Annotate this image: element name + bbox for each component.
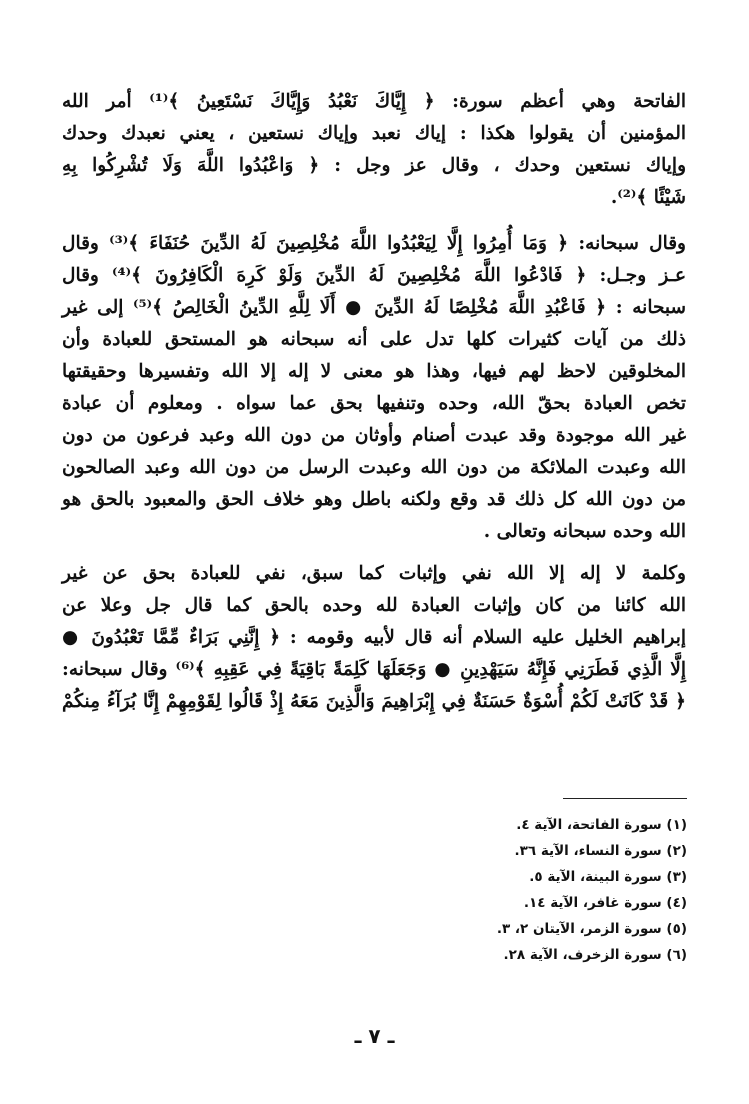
paragraph-3 xyxy=(62,558,686,718)
text-line: تخص العبادة بحقّ الله، وحده وتنفيها بحق عما سواه . ومعلوم أن عبادة xyxy=(62,393,686,414)
footnote: (٦) سورة الزخرف، الآية ٢٨. xyxy=(503,947,687,963)
text-line: من دون الله كل ذلك قد وقع ولكنه باطل وهو خلاف الحق والمعبود بالحق هو xyxy=(62,489,686,510)
footnote: (٤) سورة غافر، الآية ١٤. xyxy=(523,895,687,911)
text-line: وإياك نستعين وحدك ، وقال عز وجل : ﴿ وَاعْبُدُوا اللَّهَ وَلَا تُشْرِكُوا بِهِ xyxy=(62,155,686,176)
paragraph-2 xyxy=(62,228,686,548)
text-line: الله وحده سبحانه وتعالى . xyxy=(483,521,686,542)
text-line: المؤمنين أن يقولوا هكذا : إياك نعبد وإياك نستعين ، يعني نعبدك وحدك xyxy=(62,123,686,144)
footnote: (١) سورة الفاتحة، الآية ٤. xyxy=(516,817,687,833)
text-line: عـز وجـل: ﴿ فَادْعُوا اللَّهَ مُخْلِصِينَ لَهُ الدِّينَ وَلَوْ كَرِهَ الْكَافِرُونَ ﴾⁽⁴⁾ وقال xyxy=(62,265,686,286)
text-line: سبحانه : ﴿ فَاعْبُدِ اللَّهَ مُخْلِصًا لَهُ الدِّينَ ● أَلَا لِلَّهِ الدِّينُ الْخَالِصُ ﴾⁽⁵⁾ إلى غير xyxy=(62,297,686,318)
footnote-divider xyxy=(563,798,687,799)
text-line: وكلمة لا إله إلا الله نفي وإثبات كما سبق، نفي للعبادة بحق عن غير xyxy=(62,563,686,584)
text-line: إبراهيم الخليل عليه السلام أنه قال لأبيه وقومه : ﴿ إِنَّنِي بَرَاءٌ مِّمَّا تَعْبُدُونَ ● xyxy=(62,627,686,648)
page-body xyxy=(62,86,686,718)
text-line: ﴿ قَدْ كَانَتْ لَكُمْ أُسْوَةٌ حَسَنَةٌ فِي إِبْرَاهِيمَ وَالَّذِينَ مَعَهُ إِذْ قَالُوا لِقَوْمِهِمْ إِنَّا بُرَآءُ مِنكُمْ xyxy=(62,691,686,712)
text-line: غير الله موجودة وقد عبدت أصنام وأوثان من دون الله وعبد فرعون من دون xyxy=(62,425,686,446)
footnote: (٥) سورة الزمر، الآيتان ٢، ٣. xyxy=(496,921,687,937)
text-line: الله وعبدت الملائكة من دون الله وعبدت الرسل من دون الله وعبد الصالحون xyxy=(62,457,686,478)
footnotes xyxy=(497,812,687,968)
footnote: (٢) سورة النساء، الآية ٣٦. xyxy=(514,843,687,859)
text-line: ذلك من آيات كثيرات كلها تدل على أنه سبحانه هو المستحق للعبادة وأن xyxy=(62,329,686,350)
text-line: شَيْئًا ﴾⁽²⁾. xyxy=(610,187,686,208)
footnote: (٣) سورة البينة، الآية ٥. xyxy=(529,869,687,885)
text-line: الفاتحة وهي أعظم سورة: ﴿ إِيَّاكَ نَعْبُدُ وَإِيَّاكَ نَسْتَعِينُ ﴾⁽¹⁾ أمر الله xyxy=(62,91,686,112)
text-line: إِلَّا الَّذِي فَطَرَنِي فَإِنَّهُ سَيَهْدِينِ ● وَجَعَلَهَا كَلِمَةً بَاقِيَةً فِي عَقِبِهِ ﴾⁽⁶⁾ وقال سبحانه: xyxy=(62,659,686,680)
text-line: الله كائنا من كان وإثبات العبادة لله وحده بالحق كما قال جل وعلا عن xyxy=(62,595,686,616)
text-line: وقال سبحانه: ﴿ وَمَا أُمِرُوا إِلَّا لِيَعْبُدُوا اللَّهَ مُخْلِصِينَ لَهُ الدِّينَ حُنَفَاءَ ﴾⁽³⁾ وقال xyxy=(62,233,686,254)
paragraph-1 xyxy=(62,86,686,214)
text-line: المخلوقين لاحظ لهم فيها، وهذا هو معنى لا إله إلا الله وتفسيرها وحقيقتها xyxy=(62,361,686,382)
page-number: ـ ٧ ـ xyxy=(354,1024,395,1048)
